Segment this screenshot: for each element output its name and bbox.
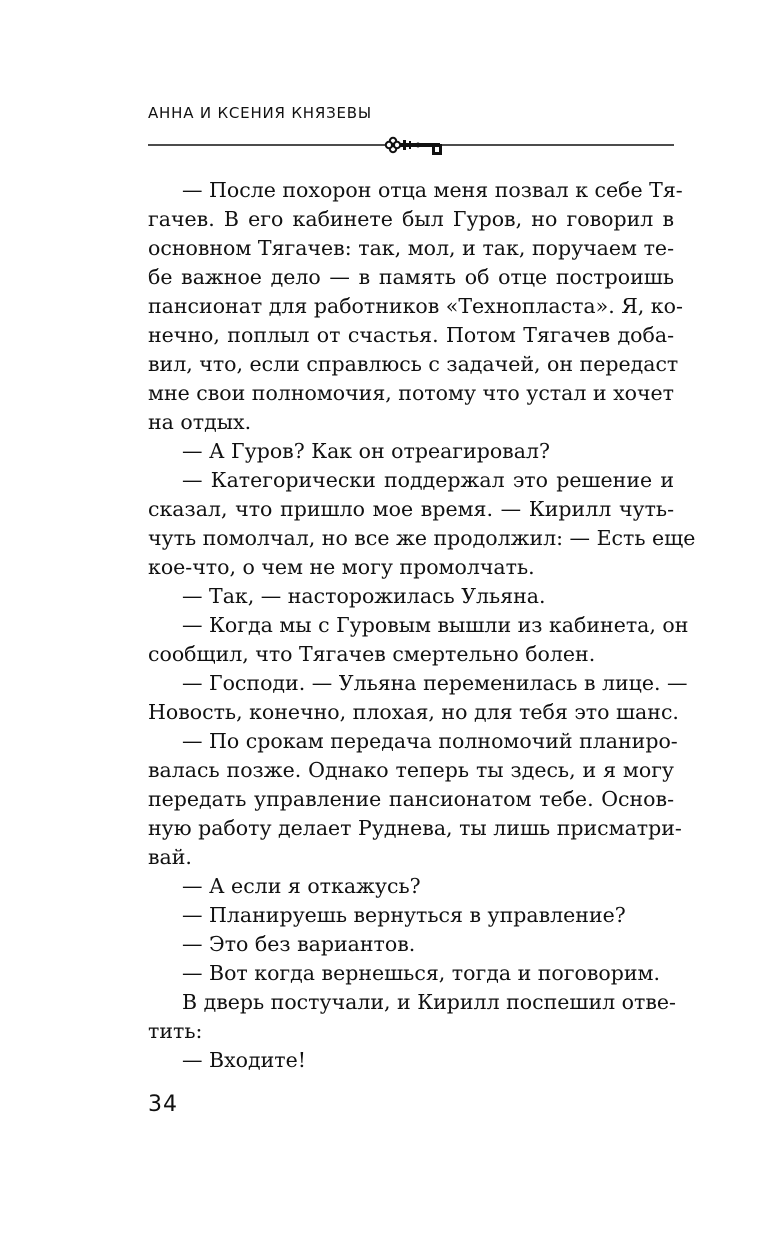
- text-line: — Вот когда вернешься, тогда и поговорим.: [182, 961, 660, 985]
- text-line: чуть помолчал, но все же продолжил: — Есть еще: [148, 526, 696, 550]
- text-line: пансионат для работников «Технопласта». Я, ко-: [148, 294, 683, 318]
- page-number: 34: [148, 1092, 178, 1117]
- key-icon: [148, 132, 674, 158]
- text-line: тить:: [148, 1019, 203, 1043]
- text-line: — Входите!: [182, 1048, 306, 1072]
- text-line: — По срокам передача полномочий планиро-: [182, 729, 678, 753]
- text-line: В дверь постучали, и Кирилл поспешил отве-: [182, 990, 676, 1014]
- running-head: АННА И КСЕНИЯ КНЯЗЕВЫ: [148, 104, 372, 122]
- text-line: валась позже. Однако теперь ты здесь, и я могу: [148, 758, 674, 782]
- text-line: вил, что, если справлюсь с задачей, он передаст: [148, 352, 679, 376]
- text-line: кое-что, о чем не могу промолчать.: [148, 555, 535, 579]
- text-line: — Планируешь вернуться в управление?: [182, 903, 626, 927]
- text-line: — Так, — насторожилась Ульяна.: [182, 584, 546, 608]
- text-line: — Это без вариантов.: [182, 932, 416, 956]
- text-line: Новость, конечно, плохая, но для тебя это шанс.: [148, 700, 679, 724]
- text-line: вай.: [148, 845, 192, 869]
- text-line: — Когда мы с Гуровым вышли из кабинета, он: [182, 613, 689, 637]
- text-line: — Категорически поддержал это решение и: [182, 468, 674, 492]
- header-rule: [148, 132, 674, 158]
- text-line: гачев. В его кабинете был Гуров, но говорил в: [148, 207, 674, 231]
- text-line: — А если я откажусь?: [182, 874, 421, 898]
- text-line: бе важное дело — в память об отце построишь: [148, 265, 674, 289]
- text-line: — После похорон отца меня позвал к себе Тя-: [182, 178, 683, 202]
- text-line: — Господи. — Ульяна переменилась в лице. —: [182, 671, 688, 695]
- text-line: передать управление пансионатом тебе. Основ-: [148, 787, 674, 811]
- body-text: [148, 176, 696, 1075]
- text-line: — А Гуров? Как он отреагировал?: [182, 439, 550, 463]
- text-line: основном Тягачев: так, мол, и так, поручаем те-: [148, 236, 674, 260]
- text-line: сообщил, что Тягачев смертельно болен.: [148, 642, 596, 666]
- text-line: нечно, поплыл от счастья. Потом Тягачев доба-: [148, 323, 674, 347]
- text-line: мне свои полномочия, потому что устал и хочет: [148, 381, 675, 405]
- text-line: ную работу делает Руднева, ты лишь присматри-: [148, 816, 682, 840]
- text-line: сказал, что пришло мое время. — Кирилл чуть-: [148, 497, 674, 521]
- text-line: на отдых.: [148, 410, 252, 434]
